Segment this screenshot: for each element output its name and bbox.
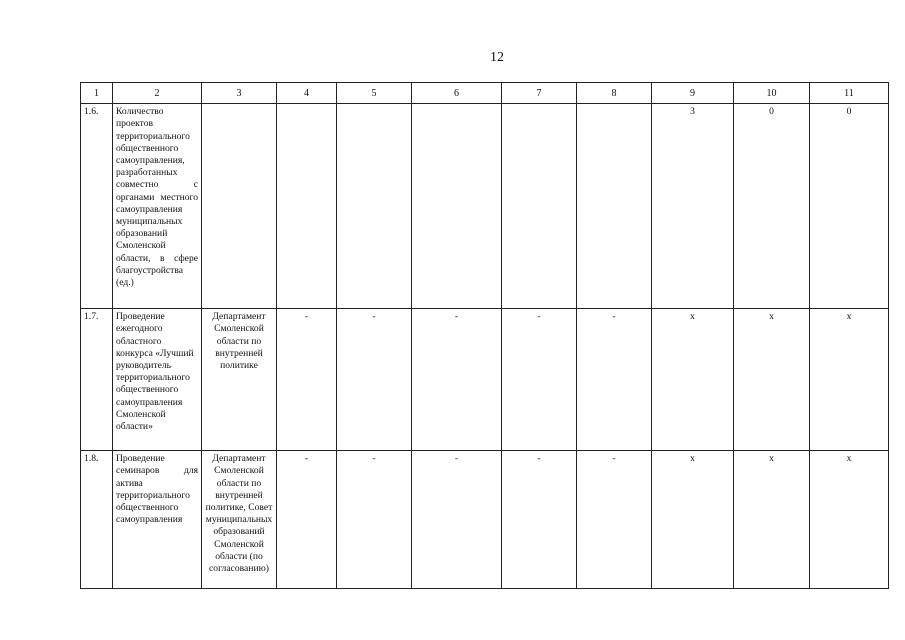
column-header: 4 (277, 83, 337, 104)
column-header: 8 (577, 83, 652, 104)
row-number: 1.7. (81, 309, 113, 451)
column-header: 5 (337, 83, 412, 104)
row-executor (202, 104, 277, 309)
column-header: 1 (81, 83, 113, 104)
row-executor: Департамент Смоленской области по внутренней политике (202, 309, 277, 451)
cell-col11: 0 (810, 104, 889, 309)
cell-col6: - (412, 309, 502, 451)
column-header: 7 (502, 83, 577, 104)
cell-col10: 0 (734, 104, 810, 309)
table-row (81, 309, 889, 451)
row-description: Проведение ежегодного областного конкурса «Лучший руководитель территориального общественного самоуправления Смоленской области» (113, 309, 202, 451)
table-row (81, 451, 889, 589)
column-header: 2 (113, 83, 202, 104)
cell-col9: х (652, 309, 734, 451)
cell-col7: - (502, 451, 577, 589)
column-header: 6 (412, 83, 502, 104)
cell-col8 (577, 104, 652, 309)
cell-col10: х (734, 309, 810, 451)
cell-col5: - (337, 451, 412, 589)
cell-col10: х (734, 451, 810, 589)
header-row (81, 83, 889, 104)
cell-col7: - (502, 309, 577, 451)
cell-col11: х (810, 309, 889, 451)
row-number: 1.8. (81, 451, 113, 589)
cell-col6: - (412, 451, 502, 589)
column-header: 3 (202, 83, 277, 104)
row-number: 1.6. (81, 104, 113, 309)
column-header: 11 (810, 83, 889, 104)
column-header: 10 (734, 83, 810, 104)
cell-col7 (502, 104, 577, 309)
cell-col8: - (577, 451, 652, 589)
page-number: 12 (490, 50, 504, 65)
cell-col5: - (337, 309, 412, 451)
cell-col8: - (577, 309, 652, 451)
cell-col4: - (277, 309, 337, 451)
row-description: Проведение семинаров для актива территориального общественного самоуправления (113, 451, 202, 589)
row-executor: Департамент Смоленской области по внутренней политике, Совет муниципальных образований Смоленской области (по согласованию) (202, 451, 277, 589)
data-table (80, 82, 889, 589)
row-description: Количество проектов территориального общественного самоуправления, разработанных совместно с органами местного самоуправления муниципальных образований Смоленской области, в сфере благоустройства (ед.) (113, 104, 202, 309)
cell-col4: - (277, 451, 337, 589)
cell-col11: х (810, 451, 889, 589)
cell-col9: 3 (652, 104, 734, 309)
cell-col9: х (652, 451, 734, 589)
cell-col4 (277, 104, 337, 309)
table-row (81, 104, 889, 309)
cell-col5 (337, 104, 412, 309)
cell-col6 (412, 104, 502, 309)
column-header: 9 (652, 83, 734, 104)
